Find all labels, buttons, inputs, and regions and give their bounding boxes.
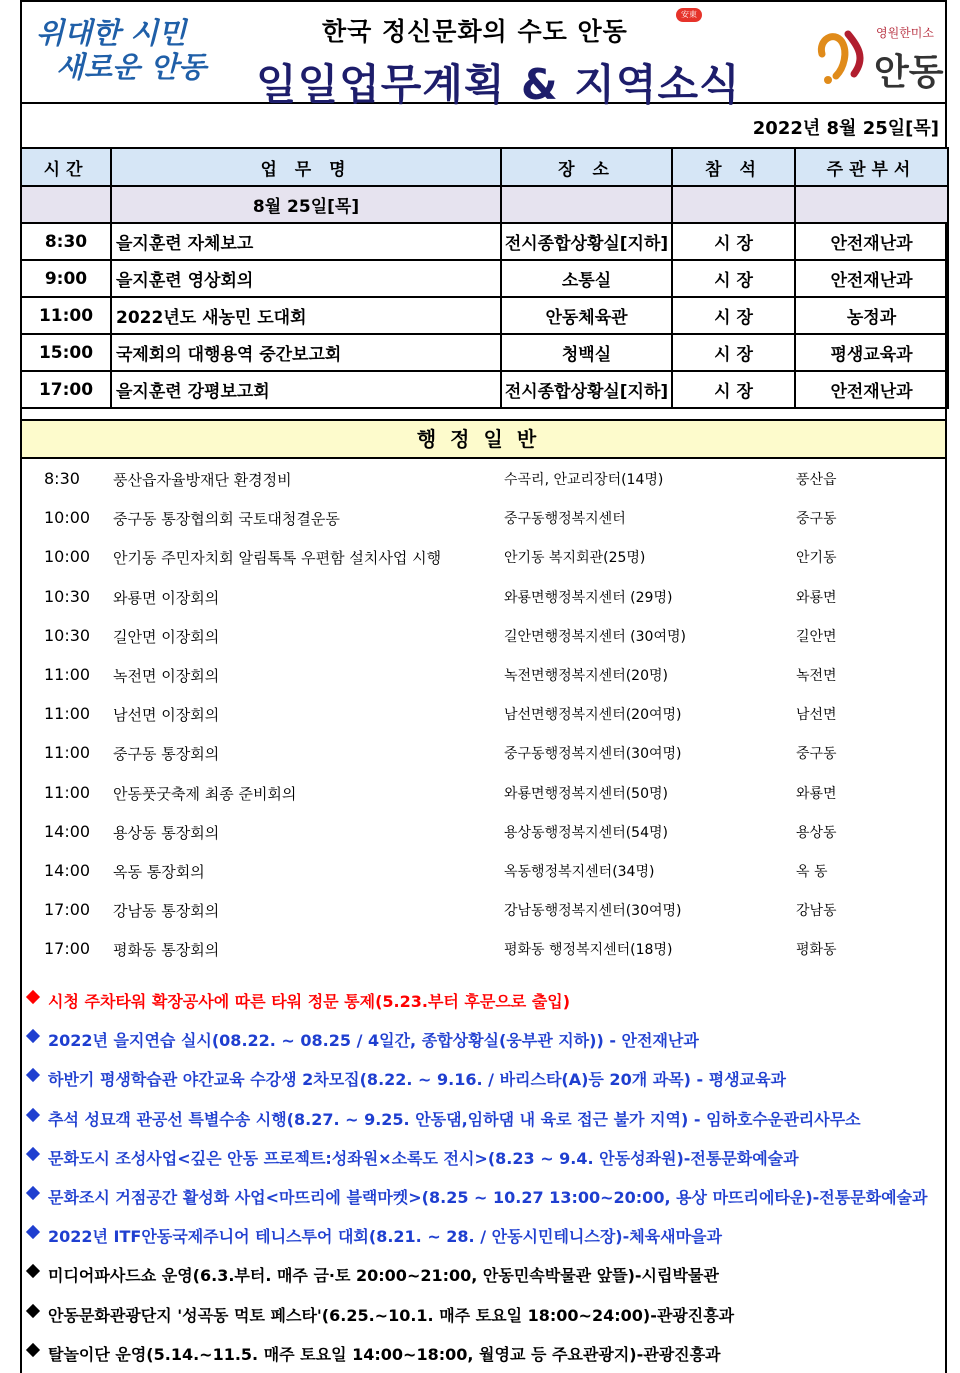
table-row	[21, 297, 948, 334]
admin-time: 11:00	[44, 664, 91, 684]
admin-time: 10:00	[44, 508, 91, 528]
notice-list	[20, 980, 947, 1372]
date-row	[20, 104, 947, 147]
row-dept: 평생교육과	[795, 334, 948, 371]
notice-text: 미디어파사드쇼 운영(6.3.부터. 매주 금·토 20:00~21:00, 안동민속박물관 앞뜰)-시립박물관	[48, 1266, 719, 1286]
col-header-dept: 주관부서	[795, 148, 948, 186]
admin-task: 와룡면 이장회의	[113, 588, 220, 607]
row-attendee: 시 장	[672, 297, 795, 334]
col-header-attendee: 참 석	[672, 148, 795, 186]
admin-time: 8:30	[44, 469, 80, 488]
slogan-line-2: 새로운 안동	[56, 50, 207, 84]
row-dept: 안전재난과	[795, 223, 948, 260]
admin-task: 강남동 통장회의	[113, 902, 220, 921]
admin-task: 안동풋굿축제 최종 준비회의	[113, 784, 297, 803]
row-task: 을지훈련 영상회의	[111, 260, 501, 297]
day-label: 8월 25일[목]	[111, 186, 501, 223]
admin-dept: 평화동	[796, 942, 837, 959]
list-item	[20, 577, 947, 616]
diamond-bullet-icon	[26, 1343, 39, 1356]
list-item	[20, 498, 947, 537]
row-task: 을지훈련 강평보고회	[111, 371, 501, 408]
day-label-row	[21, 186, 948, 223]
diamond-bullet-icon	[26, 1147, 39, 1160]
notice-text: 추석 성묘객 관공선 특별수송 시행(8.27. ~ 9.25. 안동댐,임하댐 내 육로 접근 불가 지역) - 임하호수운관리사무소	[48, 1109, 861, 1129]
schedule-header-row	[21, 148, 948, 186]
admin-dept: 녹전면	[796, 667, 837, 684]
row-time: 9:00	[21, 260, 111, 297]
row-attendee: 시 장	[672, 260, 795, 297]
list-item	[20, 851, 947, 890]
admin-dept: 남선면	[796, 707, 837, 724]
city-slogan	[36, 16, 226, 84]
admin-task: 중구동 통장회의	[113, 745, 220, 764]
row-place: 소통실	[501, 260, 672, 297]
smile-logo-icon	[814, 24, 874, 88]
list-item	[20, 929, 947, 968]
row-attendee: 시 장	[672, 371, 795, 408]
notice-item	[20, 1098, 947, 1137]
notice-item	[20, 1254, 947, 1293]
row-attendee: 시 장	[672, 334, 795, 371]
admin-task: 길안면 이장회의	[113, 627, 220, 646]
table-row	[21, 334, 948, 371]
diamond-bullet-icon	[26, 1186, 39, 1199]
diamond-bullet-icon	[26, 990, 39, 1003]
admin-task: 평화동 통장회의	[113, 941, 220, 960]
notice-item	[20, 1176, 947, 1215]
admin-place: 용상동행정복지센터(54명)	[504, 824, 668, 841]
admin-time: 17:00	[44, 939, 91, 959]
admin-task: 중구동 통장협의회 국토대청결운동	[113, 510, 340, 529]
notice-text: 탈놀이단 운영(5.14.~11.5. 매주 토요일 14:00~18:00, 월영교 등 주요관광지)-관광진흥과	[48, 1344, 721, 1364]
row-dept: 안전재난과	[795, 260, 948, 297]
page-title: 일일업무계획 & 지역소식	[256, 60, 741, 109]
admin-time: 10:30	[44, 586, 91, 606]
admin-dept: 용상동	[796, 824, 837, 841]
admin-dept: 중구동	[796, 746, 837, 763]
notice-text: 시청 주차타워 확장공사에 따른 타워 정문 통제(5.23.부터 후문으로 출입)	[48, 992, 571, 1011]
row-attendee: 시 장	[672, 223, 795, 260]
admin-time: 11:00	[44, 782, 91, 802]
logo-tagline: 영원한미소	[876, 26, 934, 40]
table-row	[21, 371, 948, 408]
admin-place: 녹전면행정복지센터(20명)	[504, 667, 668, 684]
schedule-table	[20, 147, 949, 409]
col-header-place: 장 소	[501, 148, 672, 186]
admin-task: 남선면 이장회의	[113, 706, 220, 725]
admin-dept: 옥 동	[796, 863, 828, 880]
admin-place: 중구동행정복지센터	[504, 511, 626, 528]
notice-item	[20, 1215, 947, 1254]
admin-place: 남선면행정복지센터(20여명)	[504, 707, 682, 724]
notice-text: 문화도시 조성사업<깊은 안동 프로젝트:성좌원×소록도 전시>(8.23 ~ 9.4. 안동성좌원)-전통문화예술과	[48, 1148, 799, 1168]
andong-seal-icon: 安東	[676, 8, 702, 22]
admin-task: 옥동 통장회의	[113, 862, 205, 881]
list-item	[20, 890, 947, 929]
row-time: 11:00	[21, 297, 111, 334]
notice-item	[20, 980, 947, 1019]
diamond-bullet-icon	[26, 1068, 39, 1081]
notice-item	[20, 1019, 947, 1058]
list-item	[20, 733, 947, 772]
notice-item	[20, 1294, 947, 1333]
notice-text: 2022년 을지연습 실시(08.22. ~ 08.25 / 4일간, 종합상황실(웅부관 지하)) - 안전재난과	[48, 1031, 699, 1051]
admin-place: 강남동행정복지센터(30여명)	[504, 903, 682, 920]
admin-place: 평화동 행정복지센터(18명)	[504, 942, 673, 959]
row-dept: 농정과	[795, 297, 948, 334]
diamond-bullet-icon	[26, 1264, 39, 1277]
admin-place: 안기동 복지회관(25명)	[504, 550, 646, 567]
row-task: 을지훈련 자체보고	[111, 223, 501, 260]
admin-time: 11:00	[44, 743, 91, 763]
row-task: 국제회의 대행용역 중간보고회	[111, 334, 501, 371]
row-task: 2022년도 새농민 도대회	[111, 297, 501, 334]
notice-item	[20, 1058, 947, 1097]
row-dept: 안전재난과	[795, 371, 948, 408]
admin-dept: 강남동	[796, 903, 837, 920]
admin-dept: 와룡면	[796, 785, 837, 802]
capital-title: 한국 정신문화의 수도 안동	[322, 17, 628, 46]
list-item	[20, 694, 947, 733]
header-banner	[20, 0, 947, 109]
admin-time: 14:00	[44, 821, 91, 841]
notice-item	[20, 1137, 947, 1176]
admin-place: 와룡면행정복지센터 (29명)	[504, 589, 673, 606]
admin-place: 중구동행정복지센터(30여명)	[504, 746, 682, 763]
admin-task: 안기동 주민자치회 알림톡톡 우편함 설치사업 시행	[113, 549, 442, 568]
diamond-bullet-icon	[26, 1225, 39, 1238]
diamond-bullet-icon	[26, 1304, 39, 1317]
row-place: 안동체육관	[501, 297, 672, 334]
admin-place: 수곡리, 안교리장터(14명)	[504, 472, 664, 488]
admin-dept: 길안면	[796, 628, 837, 645]
list-item	[20, 812, 947, 851]
admin-dept: 와룡면	[796, 589, 837, 606]
admin-dept: 풍산읍	[796, 472, 837, 488]
diamond-bullet-icon	[26, 1108, 39, 1121]
admin-time: 10:30	[44, 625, 91, 645]
list-item	[20, 459, 947, 498]
slogan-line-1: 위대한 시민	[36, 16, 187, 50]
list-item	[20, 537, 947, 576]
admin-place: 와룡면행정복지센터(50명)	[504, 785, 668, 802]
admin-place: 길안면행정복지센터 (30여명)	[504, 628, 686, 645]
admin-dept: 중구동	[796, 511, 837, 528]
admin-time: 10:00	[44, 547, 91, 567]
list-item	[20, 616, 947, 655]
admin-section-title: 행정일반	[20, 419, 947, 459]
admin-place: 옥동행정복지센터(34명)	[504, 863, 655, 880]
col-header-time: 시간	[21, 148, 111, 186]
admin-task: 용상동 통장회의	[113, 823, 220, 842]
admin-task: 풍산읍자율방재단 환경정비	[113, 471, 292, 489]
table-row	[21, 260, 948, 297]
notice-text: 문화조시 거점공간 활성화 사업<마뜨리에 블랙마켓>(8.25 ~ 10.27 13:00~20:00, 용상 마뜨리에타운)-전통문화예술과	[48, 1187, 928, 1207]
andong-logo	[814, 20, 944, 100]
notice-text: 2022년 ITF안동국제주니어 테니스투어 대회(8.21. ~ 28. / 안동시민테니스장)-체육새마을과	[48, 1227, 722, 1247]
col-header-task: 업 무 명	[111, 148, 501, 186]
admin-list	[20, 459, 947, 968]
admin-dept: 안기동	[796, 550, 837, 567]
logo-name: 안동	[874, 52, 944, 93]
table-row	[21, 223, 948, 260]
diamond-bullet-icon	[26, 1029, 39, 1042]
row-time: 17:00	[21, 371, 111, 408]
list-item	[20, 773, 947, 812]
row-time: 8:30	[21, 223, 111, 260]
row-place: 전시종합상황실[지하]	[501, 371, 672, 408]
notice-text: 안동문화관광단지 '성곡동 먹토 페스타'(6.25.~10.1. 매주 토요일 18:00~24:00)-관광진흥과	[48, 1305, 735, 1325]
row-place: 청백실	[501, 334, 672, 371]
notice-text: 하반기 평생학습관 야간교육 수강생 2차모집(8.22. ~ 9.16. / 바리스타(A)등 20개 과목) - 평생교육과	[48, 1070, 787, 1090]
row-place: 전시종합상황실[지하]	[501, 223, 672, 260]
admin-time: 14:00	[44, 860, 91, 880]
admin-time: 17:00	[44, 900, 91, 920]
admin-task: 녹전면 이장회의	[113, 666, 220, 685]
report-date: 2022년 8월 25일[목]	[752, 118, 939, 139]
row-time: 15:00	[21, 334, 111, 371]
notice-item	[20, 1333, 947, 1372]
admin-time: 11:00	[44, 704, 91, 724]
list-item	[20, 655, 947, 694]
